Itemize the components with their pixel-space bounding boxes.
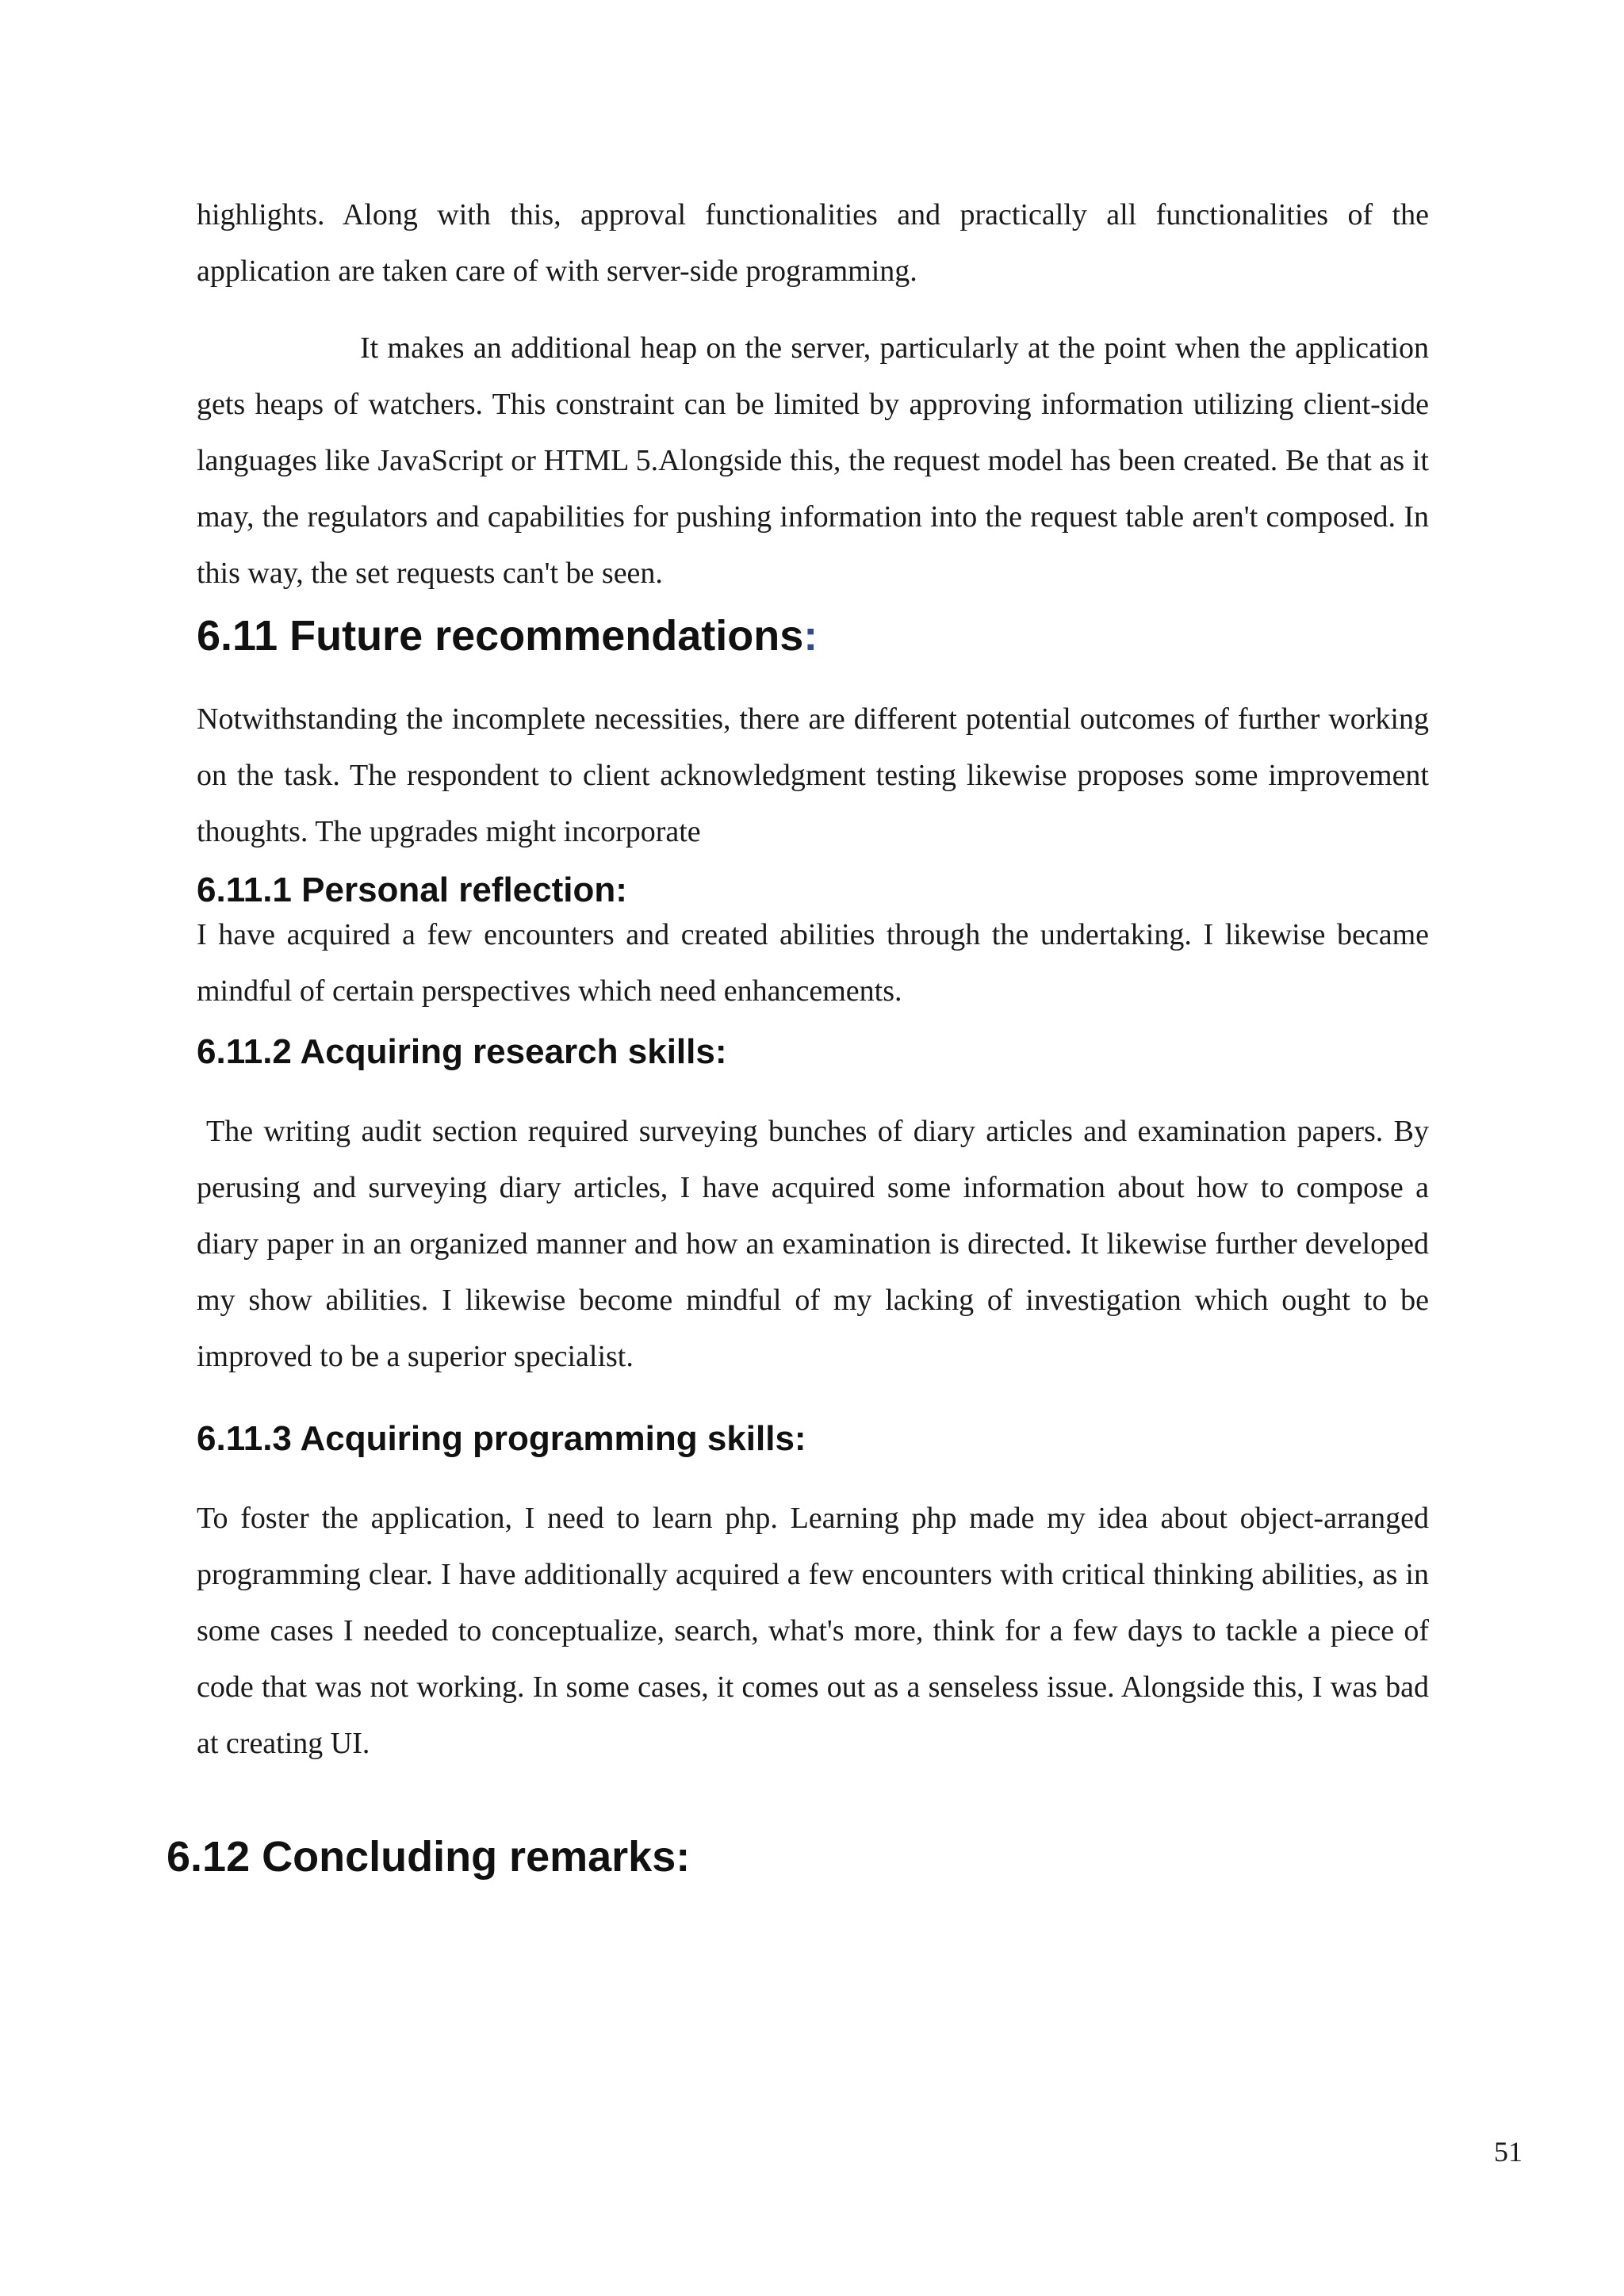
- paragraph-text: I have acquired a few encounters and created abilities through the undertaking. I likewise became mindful of certain perspectives which need enhancements.: [197, 918, 1429, 1008]
- heading-future-recommendations: [197, 610, 1429, 661]
- heading-concluding-remarks: [167, 1831, 1399, 1882]
- heading-colon: :: [803, 612, 818, 660]
- heading-text: 6.11.3 Acquiring programming skills:: [197, 1419, 806, 1458]
- heading-personal-reflection: [197, 869, 1429, 912]
- paragraph-programming-skills: [197, 1490, 1429, 1772]
- heading-research-skills: [197, 1031, 1429, 1073]
- paragraph-text: highlights. Along with this, approval functionalities and practically all functionalities of the application are taken care of with server-side programming.: [197, 198, 1429, 288]
- paragraph-research-skills: [197, 1104, 1429, 1385]
- heading-text: 6.11.1 Personal reflection:: [197, 871, 627, 909]
- paragraph-text: It makes an additional heap on the server, particularly at the point when the application gets heaps of watchers. This constraint can be limited by approving information utilizing client-side languages like JavaScript or HTML 5.Alongside this, the request model has been created. Be that as it may, the regulators and capabilities for pushing information into the request table aren't composed. In this way, the set requests can't be seen.: [197, 331, 1429, 590]
- paragraph-text: The writing audit section required surveying bunches of diary articles and examination papers. By perusing and surveying diary articles, I have acquired some information about how to compose a diary paper in an organized manner and how an examination is directed. It likewise further developed my show abilities. I likewise become mindful of my lacking of investigation which ought to be improved to be a superior specialist.: [197, 1115, 1429, 1373]
- heading-text: 6.12 Concluding remarks:: [167, 1833, 691, 1881]
- paragraph-server-heap: [197, 320, 1429, 602]
- heading-programming-skills: [197, 1418, 1429, 1460]
- heading-text: 6.11 Future recommendations: [197, 612, 804, 660]
- heading-text: 6.11.2 Acquiring research skills:: [197, 1032, 727, 1071]
- paragraph-personal-reflection: [197, 907, 1429, 1020]
- paragraph-highlights: [197, 187, 1429, 300]
- page-number: 51: [1494, 2136, 1522, 2168]
- paragraph-text: Notwithstanding the incomplete necessities, there are different potential outcomes of further working on the task. The respondent to client acknowledgment testing likewise proposes some improvement thoughts. The upgrades might incorporate: [197, 702, 1429, 848]
- paragraph-text: To foster the application, I need to learn php. Learning php made my idea about object-arranged programming clear. I have additionally acquired a few encounters with critical thinking abilities, as in some cases I needed to conceptualize, search, what's more, think for a few days to tackle a piece of code that was not working. In some cases, it comes out as a senseless issue. Alongside this, I was bad at creating UI.: [197, 1502, 1429, 1760]
- paragraph-future-recommendations: [197, 691, 1429, 860]
